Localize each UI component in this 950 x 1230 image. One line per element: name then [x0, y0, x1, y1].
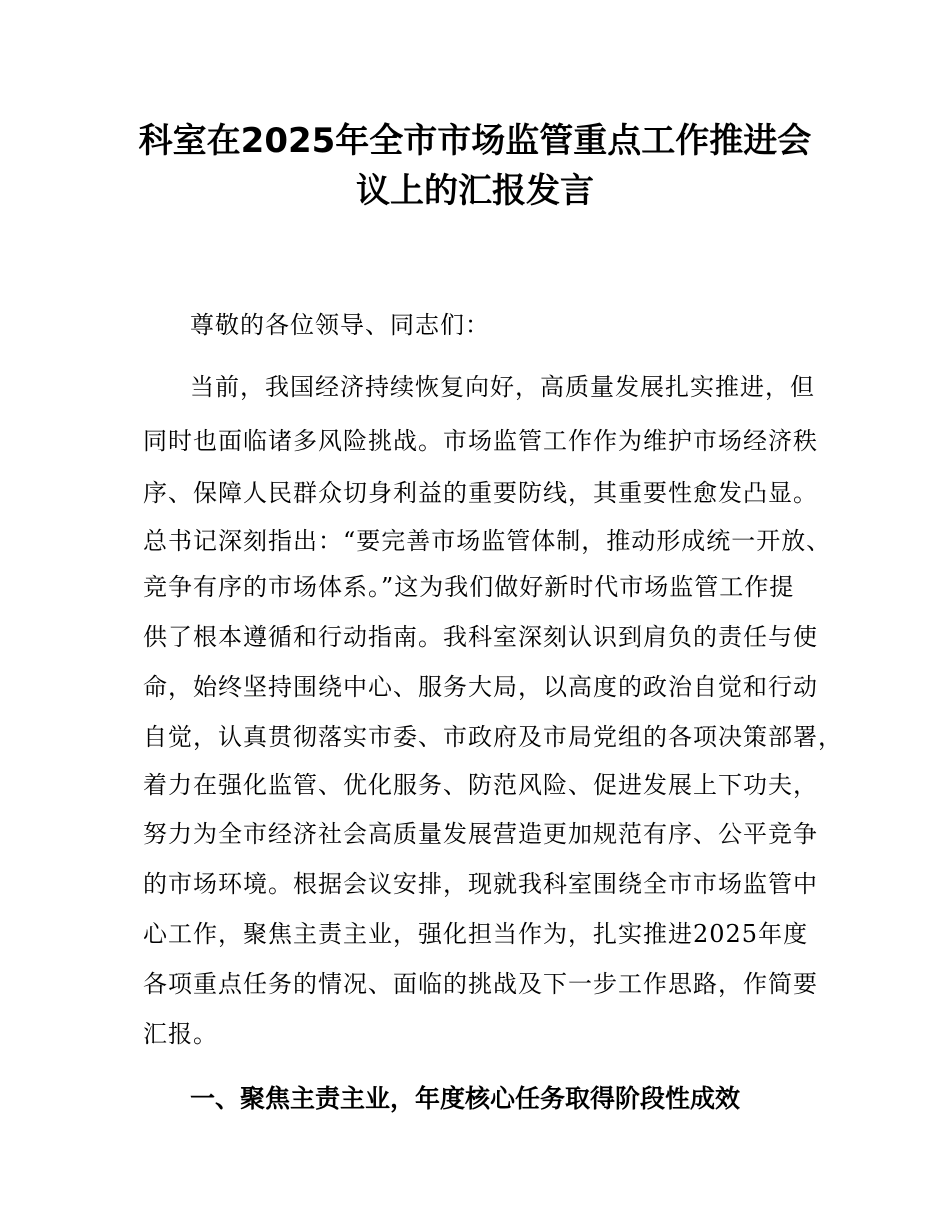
paragraph-line: 着力在强化监管、优化服务、防范风险、促进发展上下功夫， [143, 771, 818, 799]
paragraph-line: 同时也面临诸多风险挑战。市场监管工作作为维护市场经济秩 [143, 427, 818, 455]
paragraph-line: 当前，我国经济持续恢复向好，高质量发展扎实推进，但 [190, 373, 815, 401]
section-heading: 一、聚焦主责主业，年度核心任务取得阶段性成效 [190, 1084, 741, 1113]
paragraph-line: 自觉，认真贯彻落实市委、市政府及市局党组的各项决策部署， [143, 723, 843, 751]
document-title-line-1: 科室在2025年全市市场监管重点工作推进会 [138, 121, 812, 161]
document-title-line-2: 议上的汇报发言 [356, 171, 594, 211]
paragraph-line: 序、保障人民群众切身利益的重要防线，其重要性愈发凸显。 [143, 479, 818, 507]
paragraph-line: 心工作，聚焦主责主业，强化担当作为，扎实推进2025年度 [143, 920, 809, 948]
paragraph-line: 汇报。 [143, 1020, 218, 1048]
paragraph-line: 总书记深刻指出：“要完善市场监管体制，推动形成统一开放、 [143, 527, 832, 555]
paragraph-line: 命，始终坚持围绕中心、服务大局，以高度的政治自觉和行动 [143, 673, 818, 701]
paragraph-line: 努力为全市经济社会高质量发展营造更加规范有序、公平竞争 [143, 820, 818, 848]
salutation: 尊敬的各位领导、同志们： [190, 311, 490, 339]
paragraph-line: 各项重点任务的情况、面临的挑战及下一步工作思路，作简要 [143, 970, 818, 998]
paragraph-line: 供了根本遵循和行动指南。我科室深刻认识到肩负的责任与使 [143, 623, 818, 651]
paragraph-line: 竞争有序的市场体系。”这为我们做好新时代市场监管工作提 [143, 573, 795, 601]
paragraph-line: 的市场环境。根据会议安排，现就我科室围绕全市市场监管中 [143, 870, 818, 898]
